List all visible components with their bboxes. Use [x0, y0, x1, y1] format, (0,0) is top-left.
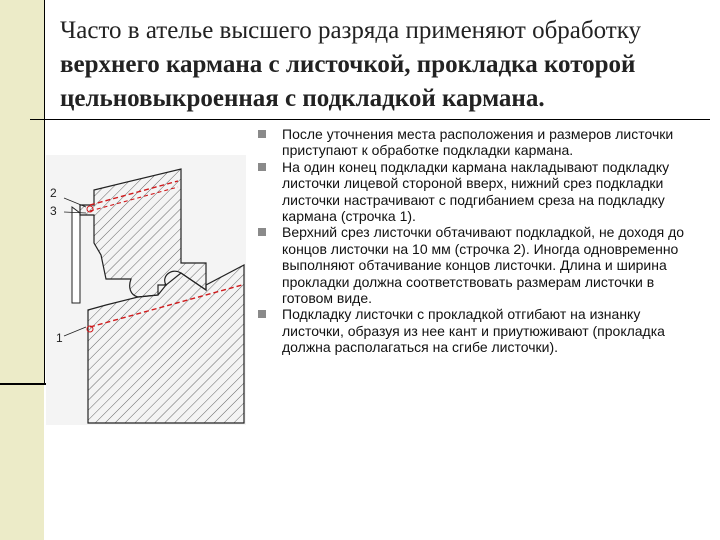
- left-horizontal-rule: [0, 383, 46, 385]
- pocket-diagram-svg: [46, 155, 246, 425]
- bullet-item: [256, 126, 706, 159]
- square-bullet-icon: [258, 310, 266, 318]
- title-line-1: Часто в ателье высшего разряда применяют обработку: [60, 17, 641, 44]
- bullet-list: [256, 126, 706, 356]
- title-line-3: цельновыкроенная с подкладкой кармана.: [60, 85, 545, 112]
- figure-label-2: 2: [50, 186, 57, 200]
- square-bullet-icon: [258, 163, 266, 171]
- bullet-text: На один конец подкладки кармана накладывают подкладку листочки лицевой стороной вверх, нижний срез подкладки листочки настрачивают с подгибанием среза на подкладку кармана (строчка 1).: [282, 158, 670, 225]
- bullet-text: Верхний срез листочки обтачивают подкладкой, не доходя до концов листочки на 10 мм (строчка 2). Иногда одновременно выполняют обтачивание концов листочки. Длина и ширина прокладки должна соответствовать размерам листочки в готовом виде.: [282, 224, 685, 307]
- pocket-diagram: [46, 155, 246, 425]
- left-accent-band: [0, 0, 44, 540]
- bullet-item: [256, 306, 706, 355]
- title-underline: [30, 119, 710, 120]
- figure-label-3: 3: [50, 204, 57, 218]
- bullet-text: После уточнения места расположения и размеров листочки приступают к обработке подкладки кармана.: [282, 126, 674, 159]
- square-bullet-icon: [258, 130, 266, 138]
- left-vertical-rule: [44, 0, 45, 385]
- figure-label-1: 1: [56, 331, 63, 345]
- bullet-item: [256, 224, 706, 306]
- bullet-item: [256, 159, 706, 225]
- slide-title: [60, 14, 710, 116]
- bullet-text: Подкладку листочки с прокладкой отгибают на изнанку листочки, образуя из нее кант и приутюживают (прокладка должна располагаться на сгибе листочки).: [282, 306, 665, 356]
- lining-edge: [72, 207, 80, 303]
- square-bullet-icon: [258, 228, 266, 236]
- title-line-2: верхнего кармана с листочкой, прокладка которой: [60, 51, 636, 78]
